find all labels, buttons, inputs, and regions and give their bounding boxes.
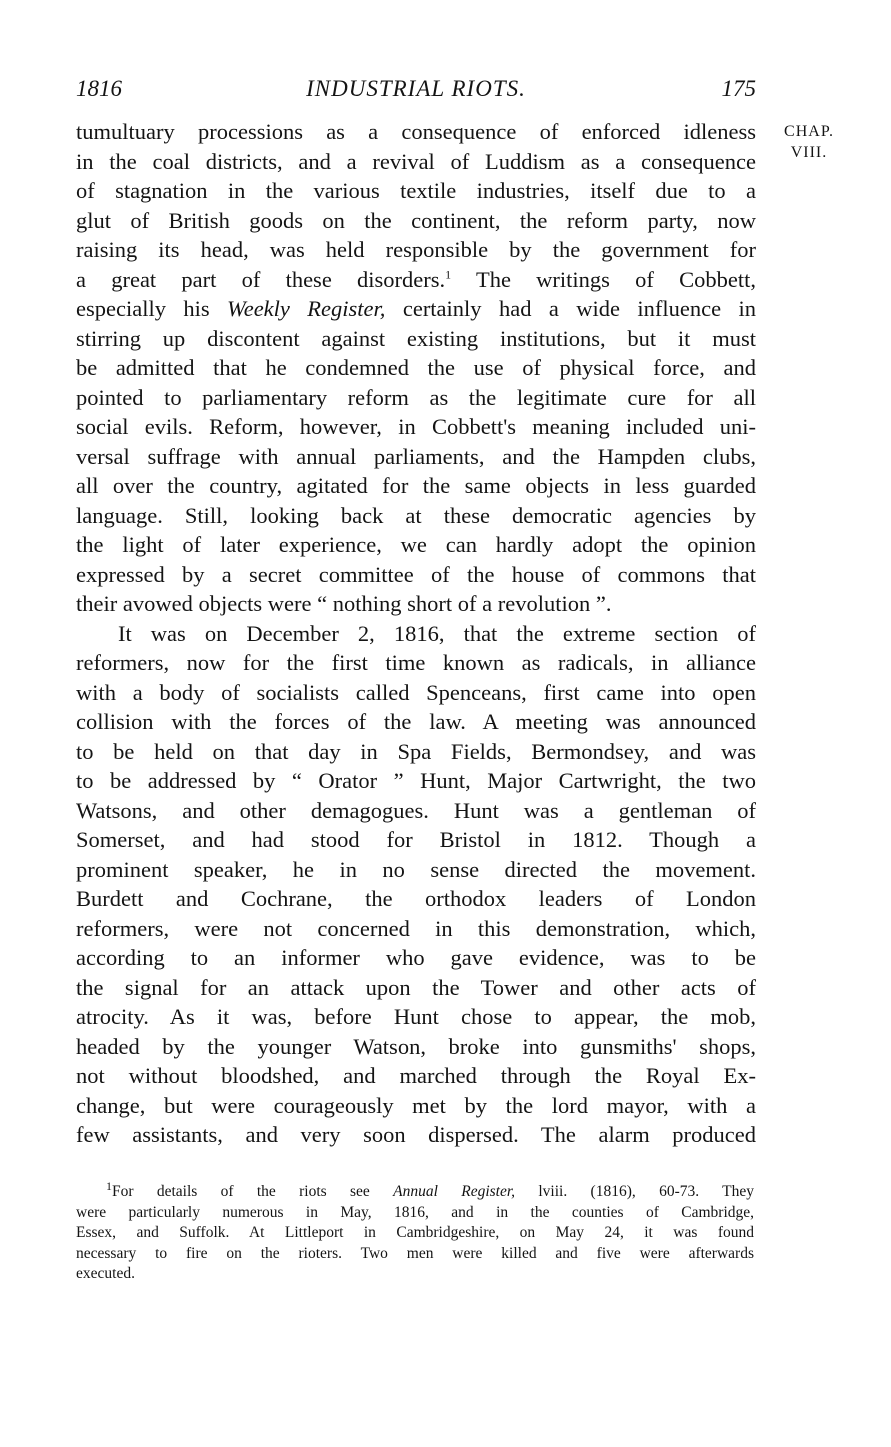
margin-note-number: VIII. [790, 144, 828, 161]
body-line: change, but were courageously met by the lord mayor, with a [76, 1092, 756, 1118]
page-number: 175 [721, 76, 756, 101]
body-line: all over the country, agitated for the same objects in less guarded [76, 473, 756, 498]
body-line: Watsons, and other demagogues. Hunt was a gentleman of [76, 797, 756, 823]
body-line: social evils. Reform, however, in Cobbett's meaning included uni- [76, 414, 756, 439]
footnote-line: executed. [76, 1265, 135, 1282]
body-line: prominent speaker, he in no sense directed the movement. [76, 856, 756, 882]
body-line: few assistants, and very soon dispersed. The alarm produced [76, 1122, 756, 1147]
body-line: pointed to parliamentary reform as the legitimate cure for all [76, 384, 756, 410]
body-line: raising its head, was held responsible by the government for [76, 237, 756, 262]
body-line: in the coal districts, and a revival of Luddism as a consequence [76, 148, 756, 174]
body-line: be admitted that he condemned the use of physical force, and [76, 355, 756, 380]
footnote [76, 1178, 754, 1285]
paragraph-start-line: It was on December 2, 1816, that the extreme section of [118, 620, 756, 646]
body-line: Somerset, and had stood for Bristol in 1812. Though a [76, 827, 756, 852]
body-line: glut of British goods on the continent, the reform party, now [76, 207, 756, 233]
body-line: versal suffrage with annual parliaments, and the Hampden clubs, [76, 443, 756, 469]
header-title: INDUSTRIAL RIOTS. [306, 76, 526, 101]
body-line-text: certainly had a wide influence in [385, 296, 756, 321]
body-line: stirring up discontent against existing institutions, but it must [76, 325, 756, 351]
body-line: of stagnation in the various textile industries, itself due to a [76, 178, 756, 203]
footnote-italic-title: Annual Register, [393, 1183, 516, 1200]
footnote-reference: 1 [445, 267, 452, 281]
chapter-margin-note [774, 121, 844, 163]
footnote-line: necessary to fire on the rioters. Two men were killed and five were afterwards [76, 1244, 754, 1262]
body-line: expressed by a secret committee of the house of commons that [76, 561, 756, 587]
running-header [76, 76, 756, 106]
footnote-text: lviii. (1816), 60-73. They [515, 1183, 754, 1200]
body-line [76, 294, 756, 324]
body-line: the signal for an attack upon the Tower and other acts of [76, 974, 756, 1000]
body-line: the light of later experience, we can hardly adopt the opinion [76, 532, 756, 557]
italic-title: Weekly Register, [227, 296, 386, 321]
body-line: to be addressed by “ Orator ” Hunt, Major Cartwright, the two [76, 768, 756, 793]
footnote-text: For details of the riots see [112, 1183, 394, 1200]
margin-note-chap: CHAP. [784, 123, 834, 140]
footnote-line: were particularly numerous in May, 1816, and in the counties of Cambridge, [76, 1203, 754, 1221]
body-line: according to an informer who gave evidence, was to be [76, 945, 756, 970]
body-line: reformers, were not concerned in this demonstration, which, [76, 915, 756, 941]
body-line: atrocity. As it was, before Hunt chose to appear, the mob, [76, 1004, 756, 1029]
body-text [76, 117, 756, 1150]
header-year: 1816 [76, 76, 122, 101]
body-line-text: The writings of Cobbett, [451, 266, 756, 292]
body-line: collision with the forces of the law. A meeting was announced [76, 709, 756, 734]
body-line: tumultuary processions as a consequence of enforced idleness [76, 119, 756, 144]
body-line: Burdett and Cochrane, the orthodox leaders of London [76, 886, 756, 911]
body-line: to be held on that day in Spa Fields, Bermondsey, and was [76, 738, 756, 764]
body-line [76, 265, 756, 295]
body-line: with a body of socialists called Spenceans, first came into open [76, 679, 756, 705]
body-line: headed by the younger Watson, broke into gunsmiths' shops, [76, 1033, 756, 1059]
footnote-mark: 1 [106, 1178, 112, 1193]
paragraph-end-line: their avowed objects were “ nothing short of a revolution ”. [76, 591, 612, 616]
body-line-text: especially his [76, 296, 228, 321]
body-line: language. Still, looking back at these democratic agencies by [76, 502, 756, 528]
footnote-line [76, 1178, 754, 1203]
footnote-line: Essex, and Suffolk. At Littleport in Cambridgeshire, on May 24, it was found [76, 1224, 754, 1241]
body-line: not without bloodshed, and marched through the Royal Ex- [76, 1063, 756, 1088]
body-line-text: a great part of these disorders. [76, 266, 446, 292]
body-line: reformers, now for the first time known as radicals, in alliance [76, 650, 756, 675]
